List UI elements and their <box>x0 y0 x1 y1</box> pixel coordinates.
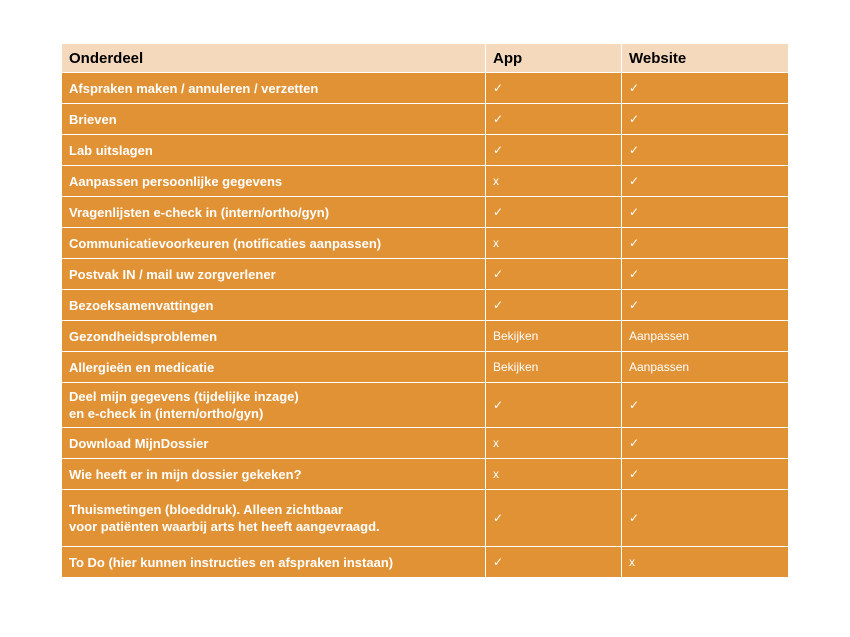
website-support-cell: ✓ <box>622 290 789 321</box>
app-support-cell: x <box>486 459 622 490</box>
feature-label-cell <box>62 459 486 490</box>
feature-label-cell <box>62 321 486 352</box>
feature-label-line: Deel mijn gegevens (tijdelijke inzage) <box>69 389 299 404</box>
website-support-cell: ✓ <box>622 259 789 290</box>
website-support-cell: x <box>622 547 789 578</box>
header-onderdeel: Onderdeel <box>62 44 486 73</box>
website-support-cell: ✓ <box>622 166 789 197</box>
table-row <box>62 459 789 490</box>
app-support-cell: ✓ <box>486 547 622 578</box>
app-support-cell: ✓ <box>486 73 622 104</box>
feature-label-line: en e-check in (intern/ortho/gyn) <box>69 406 264 421</box>
table-row <box>62 428 789 459</box>
feature-label-line: To Do (hier kunnen instructies en afspraken instaan) <box>69 554 394 570</box>
website-support-cell: ✓ <box>622 490 789 547</box>
app-support-cell: Bekijken <box>486 352 622 383</box>
table-row <box>62 321 789 352</box>
feature-label-line: Afspraken maken / annuleren / verzetten <box>69 80 319 96</box>
website-support-cell: ✓ <box>622 104 789 135</box>
feature-label-line: Vragenlijsten e-check in (intern/ortho/gyn) <box>69 204 330 220</box>
feature-label-cell <box>62 547 486 578</box>
feature-label-cell <box>62 104 486 135</box>
website-support-cell: Aanpassen <box>622 352 789 383</box>
feature-label-line: Aanpassen persoonlijke gegevens <box>69 173 283 189</box>
app-support-cell: Bekijken <box>486 321 622 352</box>
table-row <box>62 197 789 228</box>
app-support-cell: x <box>486 166 622 197</box>
table-row <box>62 166 789 197</box>
app-support-cell: ✓ <box>486 197 622 228</box>
feature-comparison-table <box>61 43 789 578</box>
table-row <box>62 352 789 383</box>
feature-label-cell <box>62 352 486 383</box>
feature-label-line: Allergieën en medicatie <box>69 359 215 375</box>
app-support-cell: ✓ <box>486 383 622 428</box>
feature-label-line: Thuismetingen (bloeddruk). Alleen zichtbaar <box>69 502 343 517</box>
feature-label-cell <box>62 228 486 259</box>
table-row <box>62 259 789 290</box>
table-body <box>62 73 789 578</box>
feature-label-cell <box>62 383 486 428</box>
website-support-cell: ✓ <box>622 228 789 259</box>
feature-label-line: Lab uitslagen <box>69 142 153 158</box>
website-support-cell: ✓ <box>622 383 789 428</box>
feature-label-line: Gezondheidsproblemen <box>69 328 218 344</box>
table-row <box>62 135 789 166</box>
app-support-cell: ✓ <box>486 104 622 135</box>
feature-label-cell <box>62 490 486 547</box>
feature-label-cell <box>62 428 486 459</box>
table-row <box>62 383 789 428</box>
app-support-cell: x <box>486 428 622 459</box>
table-row <box>62 490 789 547</box>
feature-label-line: Bezoeksamenvattingen <box>69 297 214 313</box>
header-row <box>62 44 789 73</box>
table-header <box>62 44 789 73</box>
feature-label-line: Postvak IN / mail uw zorgverlener <box>69 266 276 282</box>
feature-label-cell <box>62 166 486 197</box>
website-support-cell: Aanpassen <box>622 321 789 352</box>
feature-label-line: Wie heeft er in mijn dossier gekeken? <box>69 466 302 482</box>
feature-label-line: Communicatievoorkeuren (notificaties aanpassen) <box>69 235 382 251</box>
website-support-cell: ✓ <box>622 197 789 228</box>
app-support-cell: ✓ <box>486 259 622 290</box>
feature-label-cell <box>62 290 486 321</box>
feature-label-line: Download MijnDossier <box>69 435 209 451</box>
feature-label-cell <box>62 259 486 290</box>
feature-label-line: Brieven <box>69 111 117 127</box>
website-support-cell: ✓ <box>622 428 789 459</box>
table-row <box>62 228 789 259</box>
feature-label-cell <box>62 135 486 166</box>
feature-label-line: voor patiënten waarbij arts het heeft aangevraagd. <box>69 519 380 534</box>
app-support-cell: ✓ <box>486 135 622 166</box>
table-row <box>62 547 789 578</box>
website-support-cell: ✓ <box>622 73 789 104</box>
header-app: App <box>486 44 622 73</box>
app-support-cell: x <box>486 228 622 259</box>
feature-label-cell <box>62 73 486 104</box>
website-support-cell: ✓ <box>622 459 789 490</box>
table-row <box>62 104 789 135</box>
app-support-cell: ✓ <box>486 290 622 321</box>
header-website: Website <box>622 44 789 73</box>
app-support-cell: ✓ <box>486 490 622 547</box>
table-row <box>62 290 789 321</box>
feature-label-cell <box>62 197 486 228</box>
website-support-cell: ✓ <box>622 135 789 166</box>
table-row <box>62 73 789 104</box>
